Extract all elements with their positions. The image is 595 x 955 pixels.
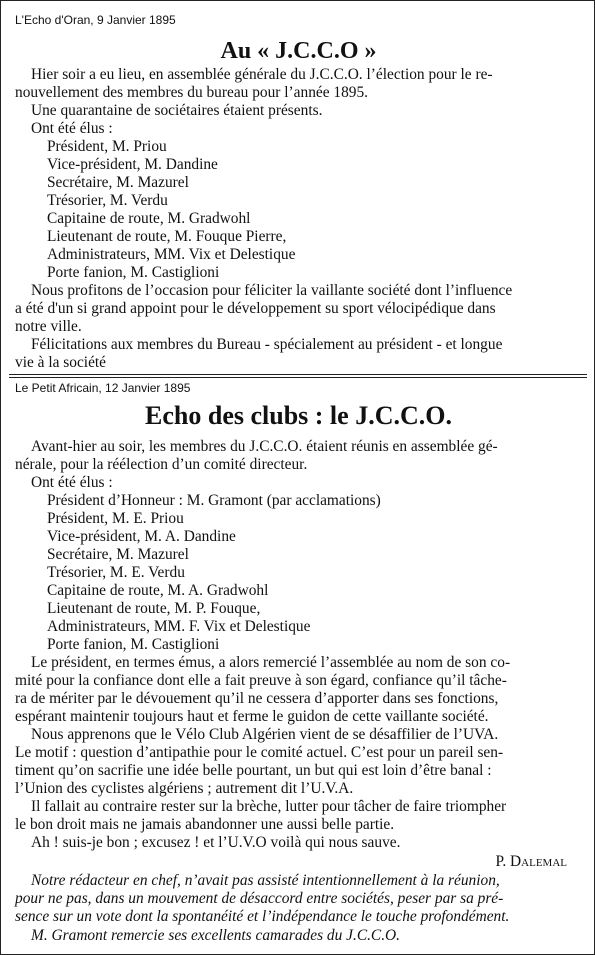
article2-elected-item: Administrateurs, MM. F. Vix et Delestique [47,618,311,635]
article2-body-line: Nous apprenons que le Vélo Club Algérien vient de se désaffilier de l’UVA. [31,726,499,743]
article1-elected-item: Président, M. Priou [47,138,167,155]
article1-closing-line: Nous profitons de l’occasion pour féliciter la vaillante société dont l’influence [31,282,513,299]
article2-body-line: Il fallait au contraire rester sur la brèche, lutter pour tâcher de faire triompher [31,798,507,815]
editor-note-line: M. Gramont remercie ses excellents camarades du J.C.C.O. [31,927,401,944]
article1-title: Au « J.C.C.O » [220,38,377,64]
article1-elected-item: Trésorier, M. Verdu [47,192,168,209]
article-separator-bottom [9,377,587,378]
article1-elected-item: Porte fanion, M. Castiglioni [47,264,220,281]
article2-elected-label: Ont été élus : [31,474,113,491]
article2-elected-item: Président, M. E. Priou [47,510,184,527]
article2-body-line: ra de mériter par le dévouement qu’il ne cessera d’apporter dans ses fonctions, [15,690,499,707]
article1-elected-item: Vice-président, M. Dandine [47,156,218,173]
article1-elected-item: Lieutenant de route, M. Fouque Pierre, [47,228,287,245]
editor-note-line: Notre rédacteur en chef, n’avait pas assisté intentionnellement à la réunion, [31,872,500,889]
article2-elected-item: Trésorier, M. E. Verdu [47,564,185,581]
article1-closing-line: vie à la société [15,354,107,371]
article1-intro-line-2: nouvellement des membres du bureau pour l’année 1895. [15,84,369,101]
article1-elected-item: Capitaine de route, M. Gradwohl [47,210,251,227]
article1-attendance: Une quarantaine de sociétaires étaient présents. [31,102,323,119]
article2-body-line: le bon droit mais ne jamais abandonner une aussi belle partie. [15,816,395,833]
article1-closing-line: notre ville. [15,318,82,335]
article2-body-line: Le président, en termes émus, a alors remercié l’assemblée au nom de son co- [31,654,511,671]
article2-body-line: mité pour la confiance dont elle a fait preuve à son égard, confiance qu’il tâche- [15,672,507,689]
article2-title: Echo des clubs : le J.C.C.O. [145,401,452,430]
article2-elected-item: Vice-président, M. A. Dandine [47,528,236,545]
article2-intro-line-2: nérale, pour la réélection d’un comité directeur. [15,456,308,473]
editor-note-line: sence sur un vote dont la spontanéité et l’indépendance le touche profondément. [15,908,510,925]
article2-elected-item: Capitaine de route, M. A. Gradwohl [47,582,269,599]
article1-elected-item: Administrateurs, MM. Vix et Delestique [47,246,296,263]
article2-elected-item: Lieutenant de route, M. P. Fouque, [47,600,261,617]
article1-elected-label: Ont été élus : [31,120,113,137]
article2-signature: P. Dalemal [495,853,567,870]
article2-source: Le Petit Africain, 12 Janvier 1895 [15,381,191,395]
article2-body-line: l’Union des cyclistes algériens ; autrement dit l’U.V.A. [15,780,354,797]
article2-elected-item: Président d’Honneur : M. Gramont (par acclamations) [47,492,381,509]
article2-body-line: Le motif : question d’antipathie pour le comité actuel. C’est pour un pareil sen- [15,744,504,761]
article-separator-top [9,374,587,375]
article2-body-line: timent qu’on sacrifie une idée belle pourtant, un but qui est loin d’être banal : [15,762,492,779]
article1-closing-line: a été d'un si grand appoint pour le développement su sport vélocipédique dans [15,300,496,317]
article1-elected-item: Secrétaire, M. Mazurel [47,174,189,191]
editor-note-line: pour ne pas, dans un mouvement de désaccord entre sociétés, peser par sa pré- [15,890,504,907]
article1-intro-line-1: Hier soir a eu lieu, en assemblée générale du J.C.C.O. l’élection pour le re- [31,66,493,83]
article1-source: L'Echo d'Oran, 9 Janvier 1895 [15,13,176,27]
article2-elected-item: Porte fanion, M. Castiglioni [47,636,220,653]
article2-body-line: Ah ! suis-je bon ; excusez ! et l’U.V.O voilà qui nous sauve. [31,834,401,851]
article1-closing-line: Félicitations aux membres du Bureau - spécialement au président - et longue [31,336,503,353]
article2-body-line: espérant maintenir toujours haut et ferme le guidon de cette vaillante société. [15,708,489,725]
article2-elected-item: Secrétaire, M. Mazurel [47,546,189,563]
article2-intro-line-1: Avant-hier au soir, les membres du J.C.C.O. étaient réunis en assemblée gé- [31,438,498,455]
